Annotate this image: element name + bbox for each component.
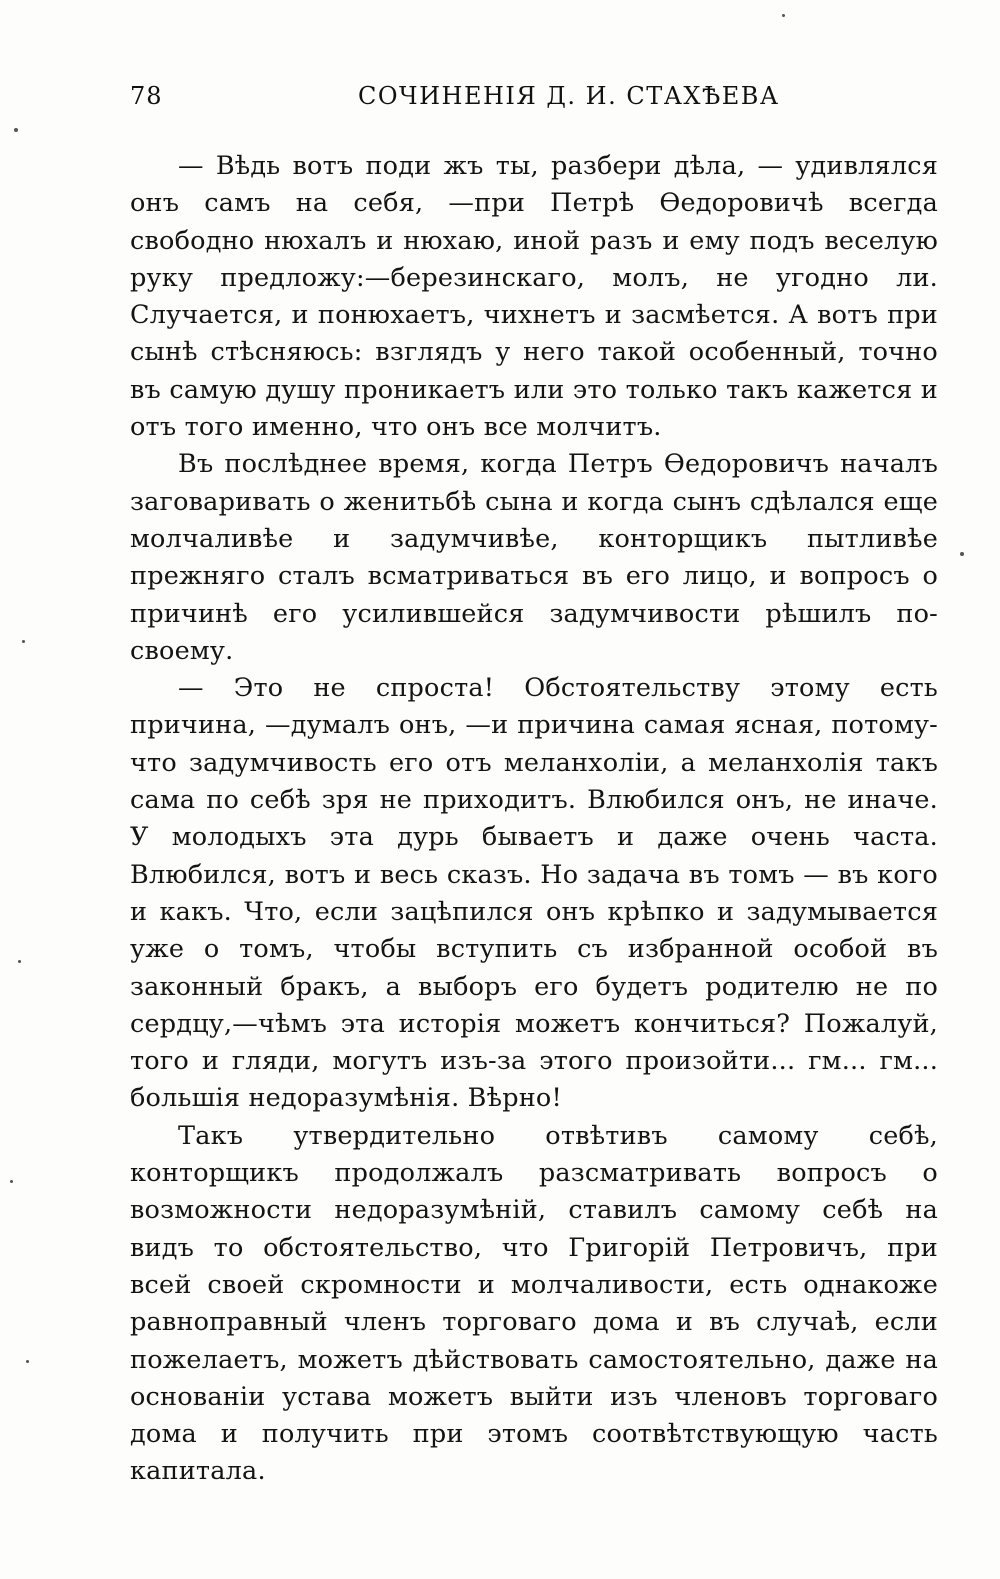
print-speck bbox=[14, 128, 18, 132]
page-number: 78 bbox=[130, 82, 163, 110]
paragraph-2: Въ послѣднее время, когда Петръ Ѳедоровичъ началъ заговаривать о женитьбѣ сына и когда сынъ сдѣлался еще молчаливѣе и задумчивѣе, конторщикъ пытливѣе прежняго сталъ всматриваться въ его лицо, и вопросъ о причинѣ его усилившейся задумчивости рѣшилъ по-своему. bbox=[130, 449, 938, 666]
print-speck bbox=[18, 960, 21, 963]
print-speck bbox=[22, 640, 25, 643]
print-speck bbox=[960, 552, 964, 556]
print-speck bbox=[26, 1360, 29, 1363]
page-header bbox=[130, 82, 938, 122]
running-title: СОЧИНЕНІЯ Д. И. СТАХѢЕВА bbox=[358, 82, 780, 110]
paragraph-1: — Вѣдь вотъ поди жъ ты, разбери дѣла, — удивлялся онъ самъ на себя, —при Петрѣ Ѳедоровичѣ всегда свободно нюхалъ и нюхаю, иной разъ и ему подъ веселую руку предложу:—березинскаго, молъ, не угодно ли. Случается, и понюхаетъ, чихнетъ и засмѣется. А вотъ при сынѣ стѣсняюсь: взглядъ у него такой особенный, точно въ самую душу проникаетъ или это только такъ кажется и отъ того именно, что онъ все молчитъ. bbox=[130, 151, 938, 443]
body-text bbox=[130, 148, 938, 1491]
print-speck bbox=[10, 1180, 13, 1183]
print-speck bbox=[782, 14, 785, 17]
paragraph-4: Такъ утвердительно отвѣтивъ самому себѣ, конторщикъ продолжалъ разсматривать вопросъ о возможности недоразумѣній, ставилъ самому себѣ на видъ то обстоятельство, что Григорій Петровичъ, при всей своей скромности и молчаливости, есть однакоже равноправный членъ торговаго дома и въ случаѣ, если пожелаетъ, можетъ дѣйствовать самостоятельно, даже на основаніи устава можетъ выйти изъ членовъ торговаго дома и получить при этомъ соотвѣтствующую часть капитала. bbox=[130, 1120, 938, 1487]
paragraph-3: — Это не спроста! Обстоятельству этому есть причина, —думалъ онъ, —и причина самая ясная, потому-что задумчивость его отъ меланхоліи, а меланхолія такъ сама по себѣ зря не приходитъ. Влюбился онъ, не иначе. У молодыхъ эта дурь бываетъ и даже очень часта. Влюбился, вотъ и весь сказъ. Но задача въ томъ — въ кого и какъ. Что, если зацѣпился онъ крѣпко и задумывается уже о томъ, чтобы вступить съ избранной особой въ законный бракъ, а выборъ его будетъ родителю не по сердцу,—чѣмъ эта исторія можетъ кончиться? Пожалуй, того и гляди, могутъ изъ-за этого произойти... гм... гм... большія недоразумѣнія. Вѣрно! bbox=[130, 673, 938, 1114]
